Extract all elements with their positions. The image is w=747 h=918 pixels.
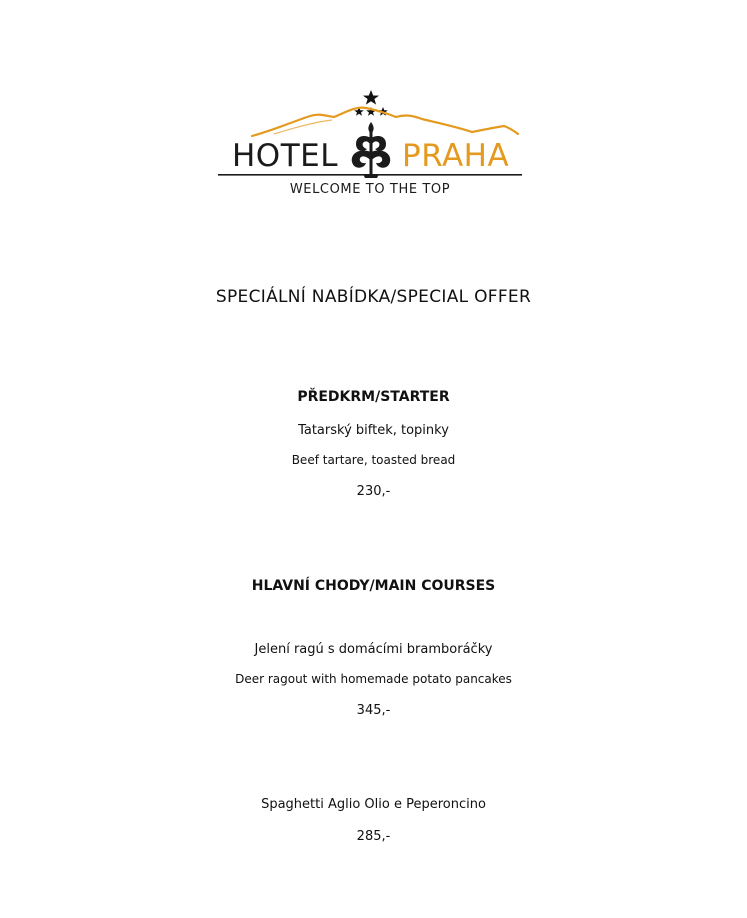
hotel-logo	[214, 86, 526, 204]
mountains-icon	[252, 108, 518, 136]
dish-price: 345,-	[356, 703, 391, 718]
logo-word-hotel: HOTEL	[232, 138, 339, 174]
dish-price: 285,-	[356, 829, 391, 844]
logo-word-praha: PRAHA	[402, 138, 510, 174]
logo-tagline: WELCOME TO THE TOP	[289, 182, 451, 197]
dish-name-en: Beef tartare, toasted bread	[291, 453, 456, 467]
dish-name-cz: Tatarský biftek, topinky	[298, 423, 449, 438]
section-heading-main-courses: HLAVNÍ CHODY/MAIN COURSES	[251, 578, 496, 594]
section-heading-starter: PŘEDKRM/STARTER	[297, 389, 450, 405]
ornament-icon	[352, 122, 390, 178]
dish-name-en: Deer ragout with homemade potato pancakes	[235, 672, 512, 686]
dish-price: 230,-	[356, 484, 391, 499]
dish-name-cz: Jelení ragú s domácími bramboráčky	[254, 642, 493, 657]
page-title: SPECIÁLNÍ NABÍDKA/SPECIAL OFFER	[215, 287, 532, 307]
dish-name-cz: Spaghetti Aglio Olio e Peperoncino	[261, 797, 486, 812]
logo-baseline	[218, 174, 522, 176]
